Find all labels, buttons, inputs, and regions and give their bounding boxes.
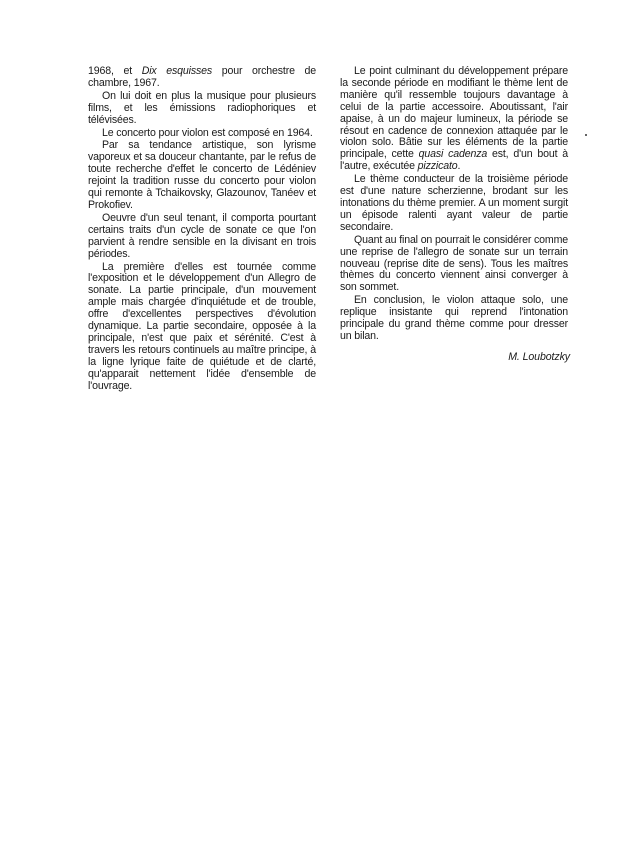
paragraph: Par sa tendance artistique, son lyrisme vaporeux et sa douceur chantante, par le refus de toute recherche d'effet le concerto de Lédéniev rejoint la tradition russe du concerto pour violon qui remonte à Tchaikovsky, Glazounov, Tanéev et Prokofiev.: [88, 139, 316, 211]
right-column: [340, 66, 568, 343]
text-run: 1968, et: [88, 65, 142, 77]
text-run: pour orchestre de chambre, 1967.: [88, 65, 317, 89]
italic-term: pizzicato: [417, 160, 458, 173]
work-title: Dix esquisses: [141, 65, 213, 77]
left-column: [88, 66, 316, 392]
text-run: est, d'un bout à l'autre, exécutée: [340, 148, 568, 173]
paragraph: La première d'elles est tournée comme l'exposition et le développement d'un Allegro de sonate. La partie principale, d'un mouvement ample mais chargée d'inquiétude et de trouble, offre d'excellentes perspectives d'évolution dynamique. La partie secondaire, opposée à la principale, n'est que paix et sérénité. C'est à travers les retours continuels au maître principe, à la ligne lyrique faite de quiétude et de clarté, qu'apparait nettement l'idée d'ensemble de l'ouvrage.: [88, 260, 316, 392]
paragraph: Le concerto pour violon est composé en 1964.: [102, 126, 313, 139]
italic-term: quasi cadenza: [418, 148, 488, 161]
paragraph: [340, 66, 568, 173]
paragraph: Quant au final on pourrait le considérer comme une reprise de l'allegro de sonate sur un terrain nouveau (reprise dite de sens). Tous les maîtres thèmes du concerto viennent ainsi converger à son sommet.: [340, 233, 568, 294]
text-run: Le point culminant du développement prépare la seconde période en modifiant le thème lent de manière qu'il ressemble toujours davantage à celui de la partie accessoire. Aboutissant, l'air apaise, à un do majeur lumineux, la période se résout en cadence de connexion attaquée par le violon solo. Bâtie sur les éléments de la partie principale, cette: [340, 65, 568, 161]
paragraph: En conclusion, le violon attaque solo, une replique insistante qui reprend l'intonation principale du grand thème comme pour dresser un bilan.: [340, 294, 568, 342]
paragraph: Oeuvre d'un seul tenant, il comporta pourtant certains traits d'un cycle de sonate ce que l'on parvient à rendre sensible en la divisant en trois périodes.: [88, 211, 316, 260]
paragraph: Le thème conducteur de la troisième période est d'une nature scherzienne, brodant sur les intonations du thème premier. A un moment surgit un épisode ralenti ayant valeur de partie secondaire.: [340, 173, 568, 233]
paragraph: [88, 66, 316, 90]
text-run: .: [457, 160, 461, 173]
scan-speck: [585, 134, 587, 136]
paragraph: On lui doit en plus la musique pour plusieurs films, et les émissions radiophoriques et télévisées.: [88, 89, 316, 126]
author-signature: M. Loubotzky: [508, 351, 570, 363]
